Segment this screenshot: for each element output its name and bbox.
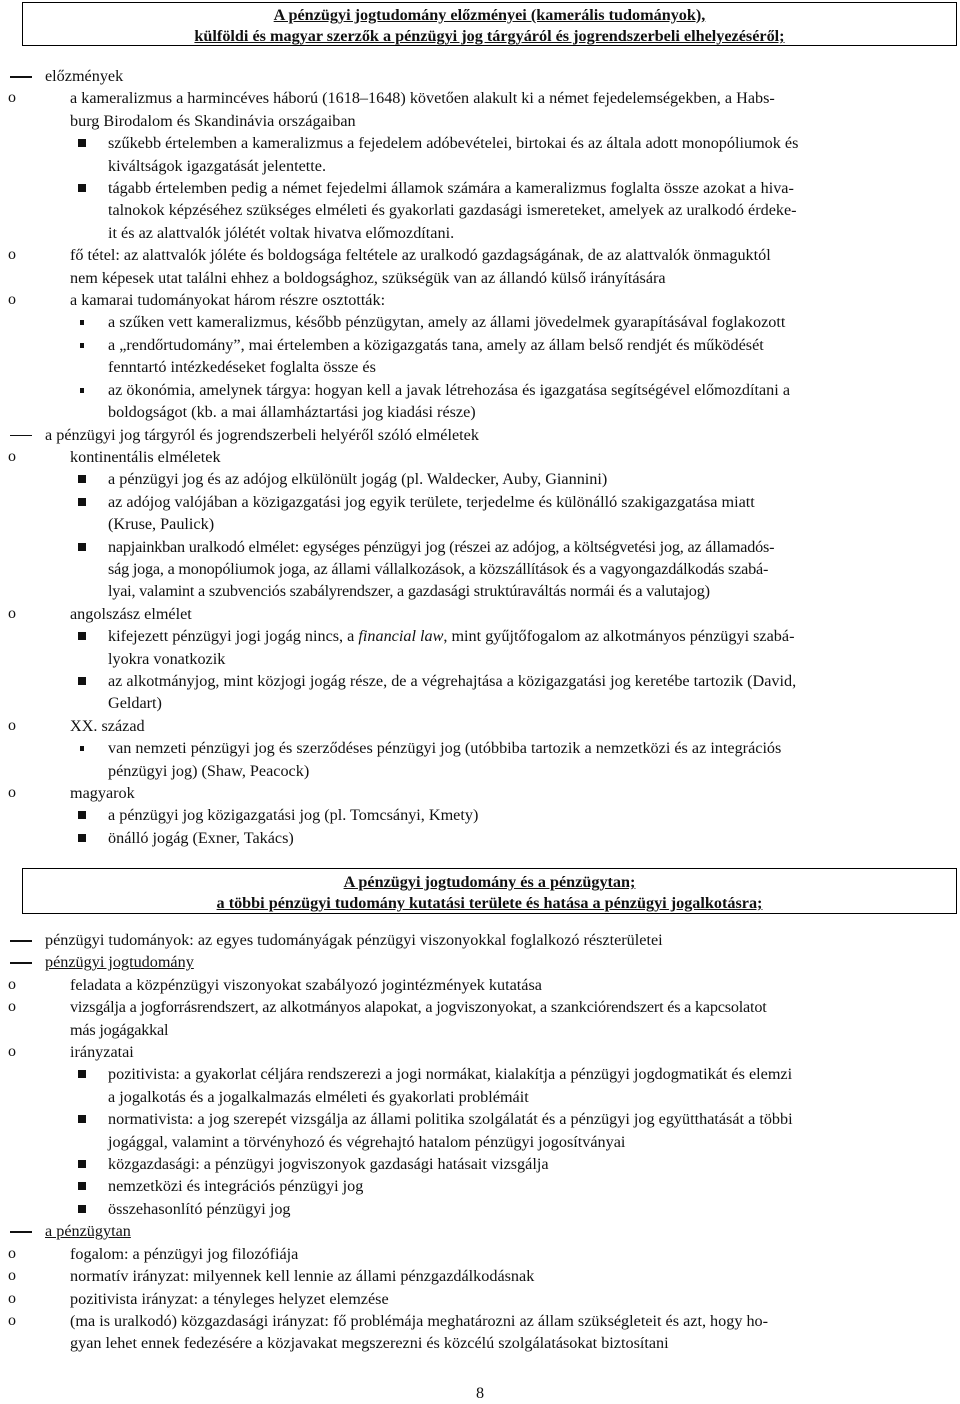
square-bullet-icon bbox=[78, 632, 86, 640]
list-item bbox=[0, 244, 960, 289]
circle-bullet-icon: o bbox=[8, 784, 16, 801]
circle-bullet-icon: o bbox=[8, 1244, 16, 1262]
item-text: a kamarai tudományokat három részre osztották: bbox=[70, 291, 386, 310]
item-text: angolszász elmélet bbox=[70, 604, 192, 623]
item-text: kiváltságok igazgatását jelentette. bbox=[108, 156, 326, 175]
heading-box-2 bbox=[22, 868, 957, 914]
item-text: a kameralizmus a harmincéves háború (1618–1648) követően alakult ki a német fejedelemségekben, a Habs- bbox=[70, 89, 775, 108]
square-bullet-icon bbox=[78, 811, 86, 819]
italic-term: financial law bbox=[358, 627, 444, 646]
list-item bbox=[0, 1310, 960, 1355]
item-text: normatív irányzat: milyennek kell lennie az állami pénzgazdálkodásnak bbox=[70, 1267, 535, 1286]
list-item bbox=[0, 311, 960, 333]
square-bullet-icon bbox=[78, 834, 86, 842]
list-item bbox=[0, 536, 960, 603]
circle-bullet-icon: o bbox=[8, 1311, 16, 1329]
list-item bbox=[0, 1198, 960, 1220]
list-item bbox=[0, 1108, 960, 1153]
square-bullet-icon bbox=[78, 677, 86, 685]
list-item bbox=[0, 974, 960, 996]
item-text: az alkotmányjog, mint közjogi jogág része, de a végrehajtása a közigazgatási jog keretébe tartozik (David, bbox=[108, 671, 797, 690]
small-square-bullet-icon bbox=[80, 388, 84, 393]
list-item bbox=[0, 670, 960, 715]
item-text: pozitivista irányzat: a tényleges helyzet elemzése bbox=[70, 1289, 389, 1308]
small-square-bullet-icon bbox=[80, 343, 84, 348]
item-text: lyokra vonatkozik bbox=[108, 649, 226, 668]
list-item bbox=[0, 491, 960, 536]
item-text: feladata a közpénzügyi viszonyokat szabályozó jogintézmények kutatása bbox=[70, 975, 542, 994]
list-item bbox=[0, 1265, 960, 1287]
item-text: (ma is uralkodó) közgazdasági irányzat: fő problémája meghatározni az állam szükségleteit és azt, hogy ho- bbox=[70, 1311, 769, 1330]
square-bullet-icon bbox=[78, 1182, 86, 1190]
circle-bullet-icon: o bbox=[8, 1267, 16, 1285]
list-item bbox=[0, 804, 960, 826]
item-text: talnokok képzéséhez szükséges elméleti és gyakorlati gazdasági ismereteket, amelyek az uralkodó érdeke- bbox=[108, 201, 797, 220]
list-item bbox=[0, 929, 960, 951]
item-text: a szűken vett kameralizmus, később pénzügytan, amely az állami jövedelmek gyarapításával foglakozott bbox=[108, 313, 786, 332]
heading-2-line-1: A pénzügyi jogtudomány és a pénzügytan; bbox=[343, 873, 636, 891]
circle-bullet-icon: o bbox=[8, 246, 16, 264]
list-item bbox=[0, 446, 960, 468]
item-text: a „rendőrtudomány”, mai értelemben a közigazgatás tana, amely az állam belső rendjét és működését bbox=[108, 335, 764, 354]
list-item bbox=[0, 177, 960, 244]
list-item bbox=[0, 1220, 960, 1242]
circle-bullet-icon: o bbox=[8, 604, 16, 622]
item-text: kontinentális elméletek bbox=[70, 447, 221, 466]
item-text: a pénzügyi jog közigazgatási jog (pl. Tomcsányi, Kmety) bbox=[108, 806, 479, 825]
dash-bullet-icon bbox=[10, 940, 32, 942]
circle-bullet-icon: o bbox=[8, 291, 16, 309]
item-text: normativista: a jog szerepét vizsgálja az állami politika szolgálatát és a pénzügyi jog együtthatását a többi bbox=[108, 1110, 793, 1129]
item-text: lyai, valamint a szubvenciós szabályrendszer, a gazdasági struktúraváltás normái és a valutajog) bbox=[108, 582, 710, 601]
item-text: fogalom: a pénzügyi jog filozófiája bbox=[70, 1244, 299, 1263]
list-item bbox=[0, 603, 960, 625]
list-item bbox=[0, 424, 960, 446]
item-text: fő tétel: az alattvalók jóléte és boldogsága feltétele az uralkodó gazdagságának, de az alattvalók önmaguktól bbox=[70, 246, 771, 265]
item-text: tágabb értelemben pedig a német fejedelmi államok számára a kameralizmus foglalta össze azokat a hiva- bbox=[108, 179, 794, 198]
item-text: pozitivista: a gyakorlat céljára rendszerezi a jogi normákat, kialakítja a pénzügyi jogdogmatikát és elemzi bbox=[108, 1065, 793, 1084]
list-item bbox=[0, 132, 960, 177]
item-text: gyan lehet ennek fedezésére a közjavakat megszerezni és közcélú szolgálatásokat biztosítani bbox=[70, 1334, 669, 1353]
item-text: pénzügyi jogtudomány bbox=[45, 953, 194, 972]
square-bullet-icon bbox=[78, 184, 86, 192]
item-text: irányzatai bbox=[70, 1043, 134, 1062]
square-bullet-icon bbox=[78, 498, 86, 506]
heading-1-line-2: külföldi és magyar szerzők a pénzügyi jog tárgyáról és jogrendszerbeli elhelyezéséről; bbox=[194, 27, 785, 45]
list-item bbox=[0, 1243, 960, 1265]
item-text: előzmények bbox=[45, 67, 124, 85]
list-item bbox=[0, 996, 960, 1041]
section-1-list bbox=[0, 65, 960, 849]
section-2-list bbox=[0, 929, 960, 1355]
item-text: vizsgálja a jogforrásrendszert, az alkotmányos alapokat, a jogviszonyokat, a szankciórendszert és a kapcsolatot bbox=[70, 998, 767, 1017]
item-text: ság joga, a monopóliumok joga, az állami vállalkozások, a közszállítások és a vagyongazdálkodás szabá- bbox=[108, 559, 769, 578]
list-item bbox=[0, 951, 960, 973]
item-text: kifejezett pénzügyi jogi jogág nincs, a bbox=[108, 627, 359, 646]
item-text: szűkebb értelemben a kameralizmus a fejedelem adóbevételei, birtokai és az általa adott monopóliumok és bbox=[108, 134, 799, 153]
item-text: van nemzeti pénzügyi jog és szerződéses pénzügyi jog (utóbbiba tartozik a nemzetközi és az integrációs bbox=[108, 739, 782, 758]
item-text: jogággal, valamint a törvényhozó és végrehajtó hatalom pénzügyi jogosítványai bbox=[108, 1132, 626, 1151]
page-number: 8 bbox=[475, 1384, 485, 1402]
circle-bullet-icon: o bbox=[8, 447, 16, 465]
item-text: burg Birodalom és Skandinávia országaiban bbox=[70, 111, 356, 130]
item-text: it és az alattvalók jólétét voltak hivatva előmozdítani. bbox=[108, 223, 455, 242]
item-text: a jogalkotás és a jogalkalmazás elméleti és gyakorlati problémáit bbox=[108, 1087, 529, 1106]
list-item bbox=[0, 87, 960, 132]
square-bullet-icon bbox=[78, 475, 86, 483]
list-item bbox=[0, 625, 960, 670]
square-bullet-icon bbox=[78, 1205, 86, 1213]
heading-2-line-2: a többi pénzügyi tudomány kutatási területe és hatása a pénzügyi jogalkotásra; bbox=[216, 894, 763, 912]
square-bullet-icon bbox=[78, 1160, 86, 1168]
item-text: pénzügyi tudományok: az egyes tudományágak pénzügyi viszonyokkal foglalkozó részterületei bbox=[45, 931, 663, 949]
small-square-bullet-icon bbox=[80, 320, 84, 325]
circle-bullet-icon: o bbox=[8, 998, 16, 1016]
heading-box-1 bbox=[22, 2, 957, 46]
item-text: nem képesek utat találni ehhez a boldogsághoz, szükségük van az állandó külső irányítására bbox=[70, 268, 666, 287]
list-item bbox=[0, 827, 960, 849]
dash-bullet-icon bbox=[10, 435, 32, 437]
item-text: napjainkban uralkodó elmélet: egységes pénzügyi jog (részei az adójog, a költségvetési jog, az államadós- bbox=[108, 537, 775, 556]
list-item bbox=[0, 468, 960, 490]
item-text: összehasonlító pénzügyi jog bbox=[108, 1199, 291, 1218]
item-text: pénzügyi jog) (Shaw, Peacock) bbox=[108, 761, 310, 780]
item-text: az ökonómia, amelynek tárgya: hogyan kell a javak létrehozása és igazgatása segítségével előmozdítani a bbox=[108, 380, 791, 399]
item-text: a pénzügytan bbox=[45, 1222, 131, 1241]
item-text: magyarok bbox=[70, 784, 135, 802]
circle-bullet-icon: o bbox=[8, 716, 16, 734]
list-item bbox=[0, 1175, 960, 1197]
item-text: fenntartó intézkedéseket foglalta össze és bbox=[108, 358, 376, 377]
list-item bbox=[0, 782, 960, 804]
item-text: más jogágakkal bbox=[70, 1020, 169, 1039]
square-bullet-icon bbox=[78, 1070, 86, 1078]
item-text: nemzetközi és integrációs pénzügyi jog bbox=[108, 1177, 364, 1196]
square-bullet-icon bbox=[78, 543, 86, 551]
item-text: önálló jogág (Exner, Takács) bbox=[108, 828, 294, 847]
circle-bullet-icon: o bbox=[8, 975, 16, 993]
small-square-bullet-icon bbox=[80, 746, 84, 751]
item-text: (Kruse, Paulick) bbox=[108, 515, 215, 534]
item-text: , mint gyűjtőfogalom az alkotmányos pénzügyi szabá- bbox=[443, 627, 795, 646]
list-item bbox=[0, 1153, 960, 1175]
dash-bullet-icon bbox=[10, 1231, 32, 1233]
item-text: az adójog valójában a közigazgatási jog egyik területe, terjedelme és különálló szakigazgatása miatt bbox=[108, 492, 755, 511]
list-item bbox=[0, 715, 960, 737]
square-bullet-icon bbox=[78, 139, 86, 147]
item-text: boldogságot (kb. a mai államháztartási jog kiadási része) bbox=[108, 403, 476, 422]
item-text: a pénzügyi jog és az adójog elkülönült jogág (pl. Waldecker, Auby, Giannini) bbox=[108, 470, 608, 489]
list-item bbox=[0, 1041, 960, 1063]
list-item bbox=[0, 334, 960, 379]
list-item bbox=[0, 737, 960, 782]
circle-bullet-icon: o bbox=[8, 89, 16, 107]
dash-bullet-icon bbox=[10, 76, 32, 78]
item-text: Geldart) bbox=[108, 694, 162, 713]
heading-1-line-1: A pénzügyi jogtudomány előzményei (kamerális tudományok), bbox=[273, 6, 706, 24]
item-text: a pénzügyi jog tárgyról és jogrendszerbeli helyéről szóló elméletek bbox=[45, 425, 479, 444]
circle-bullet-icon: o bbox=[8, 1289, 16, 1307]
list-item bbox=[0, 1063, 960, 1108]
dash-bullet-icon bbox=[10, 962, 32, 964]
list-item bbox=[0, 1288, 960, 1310]
list-item bbox=[0, 379, 960, 424]
list-item bbox=[0, 289, 960, 311]
item-text: XX. század bbox=[70, 716, 145, 735]
list-item bbox=[0, 65, 960, 87]
circle-bullet-icon: o bbox=[8, 1043, 16, 1061]
square-bullet-icon bbox=[78, 1115, 86, 1123]
item-text: közgazdasági: a pénzügyi jogviszonyok gazdasági hatásait vizsgálja bbox=[108, 1155, 549, 1174]
